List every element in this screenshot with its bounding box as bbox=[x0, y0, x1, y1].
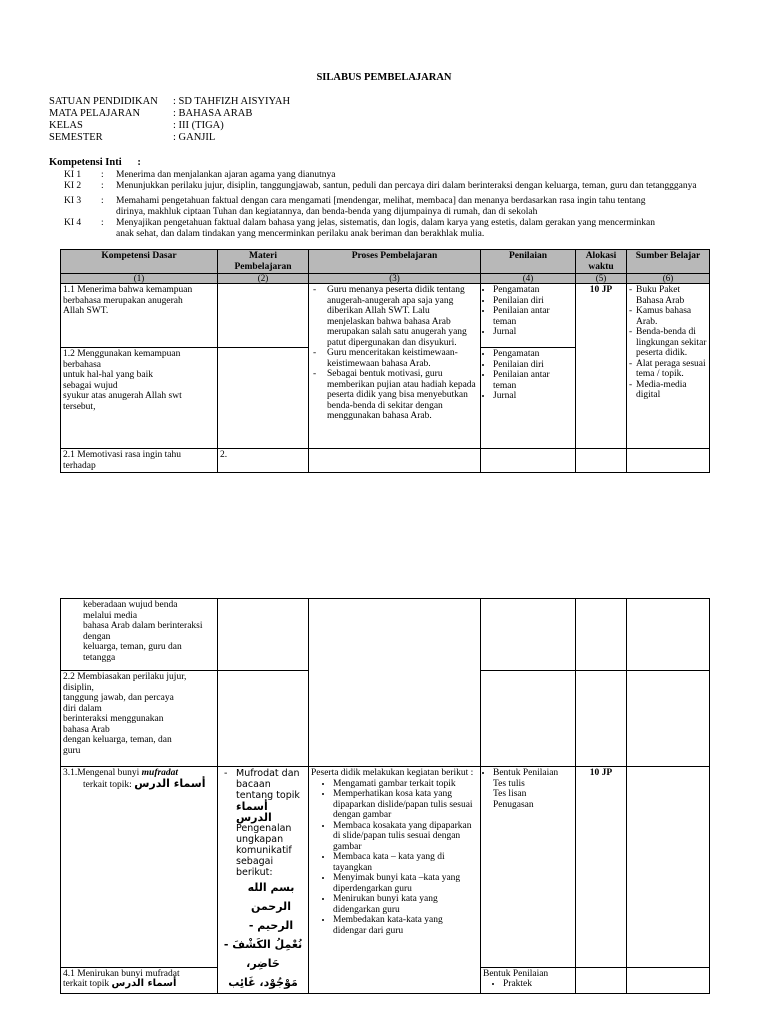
kd-4-1 bbox=[61, 967, 218, 993]
alokasi-cell: 10 JP bbox=[576, 284, 627, 449]
penilaian-cell bbox=[481, 671, 576, 767]
info-row bbox=[49, 120, 290, 132]
penilaian-list bbox=[483, 768, 573, 779]
sumber-item: - Kamus bahasa Arab. bbox=[629, 306, 692, 327]
ki-colon: : bbox=[101, 218, 104, 228]
proses-item: - Guru menanya peserta didik tentang anugerah-anugerah apa saja yang diberikan Allah SWT. Lalu menjelaskan bahwa bahasa Arab merupakan salah satu anugerah yang patut dipergunakan dan disyukuri. bbox=[313, 285, 467, 348]
list-item: • Penilaian diri bbox=[493, 360, 573, 371]
table-row bbox=[61, 284, 710, 348]
sumber-item: - Alat peraga sesuai tema / topik. bbox=[629, 358, 706, 379]
ki-heading: Kompetensi Inti : bbox=[49, 157, 141, 168]
list-item: • Bentuk Penilaian bbox=[493, 768, 573, 779]
kd-4-1-text: 4.1 Menirukan bunyi mufradat terkait topik bbox=[63, 968, 180, 990]
penilaian-3-1 bbox=[481, 767, 576, 968]
dash-marker: - bbox=[224, 768, 228, 779]
list-item: • Penilaian antar teman bbox=[493, 370, 573, 391]
alokasi-cell bbox=[576, 967, 627, 993]
materi-line: Pengenalan ungkapan komunikatif sebagai berikut: bbox=[236, 823, 292, 878]
info-value: : BAHASA ARAB bbox=[173, 108, 253, 119]
kd-3-1 bbox=[61, 767, 218, 968]
proses-item: - Guru menceritakan keistimewaan-keistimewaan bahasa Arab. bbox=[313, 348, 458, 369]
info-value: : SD TAHFIZH AISYIYAH bbox=[173, 96, 291, 107]
proses-item: - Sebagai bentuk motivasi, guru memberikan pujian atau hadiah kepada peserta didik yang bisa menyebutkan benda-benda di sekitar dengan menggunakan bahasa Arab. bbox=[313, 369, 476, 421]
list-item: • Jurnal bbox=[493, 327, 573, 338]
ki-code: KI 2 bbox=[64, 181, 82, 191]
column-number: (2) bbox=[218, 274, 309, 284]
penilaian-list bbox=[483, 349, 573, 402]
header-alokasi: Alokasi waktu bbox=[576, 250, 627, 274]
list-item: • Penilaian diri bbox=[493, 296, 573, 307]
kd-3-1-label: 3.1.Mengenal bunyi bbox=[63, 768, 142, 778]
kd-2-2: 2.2 Membiasakan perilaku jujur, disiplin, tanggung jawab, dan percaya diri dalam berinteraksi menggunakan bahasa Arab dengan keluarga, teman, dan guru bbox=[61, 671, 218, 767]
document-title: SILABUS PEMBELAJARAN bbox=[316, 72, 452, 83]
column-number: (3) bbox=[309, 274, 481, 284]
kd-1-2: 1.2 Menggunakan kemampuan berbahasa untuk hal-hal yang baik sebagai wujud syukur atas anugerah Allah swt tersebut, bbox=[61, 348, 218, 449]
proses-cell bbox=[309, 599, 481, 767]
proses-intro: Peserta didik melakukan kegiatan berikut : bbox=[311, 768, 474, 778]
header-penilaian: Penilaian bbox=[481, 250, 576, 274]
sumber-cell bbox=[627, 967, 710, 993]
materi-arabic: أسماء الدرس bbox=[236, 800, 272, 824]
ki-code: KI 3 bbox=[64, 196, 82, 206]
info-row bbox=[49, 132, 290, 144]
list-item: • Pengamatan bbox=[493, 349, 573, 360]
syllabus-table-2 bbox=[60, 598, 710, 994]
kd-3-1-arabic: أسماء الدرس bbox=[134, 776, 206, 790]
sumber-item: - Benda-benda di lingkungan sekitar peserta didik. bbox=[629, 327, 707, 358]
materi-line: Mufrodat dan bacaan tentang topik bbox=[236, 768, 300, 801]
header-proses: Proses Pembelajaran bbox=[309, 250, 481, 274]
materi-cell bbox=[218, 671, 309, 767]
list-item: • Penilaian antar teman bbox=[493, 306, 573, 327]
sumber-item: - Media-media digital bbox=[629, 379, 687, 400]
materi-cell bbox=[218, 599, 309, 671]
kd-2-1: 2.1 Memotivasi rasa ingin tahu terhadap bbox=[61, 449, 218, 473]
table-row bbox=[61, 449, 710, 473]
table-header-row bbox=[61, 250, 710, 274]
materi-arabic: نُعْمِلُ الكَشْفَ - حَاضِر، bbox=[223, 938, 303, 970]
materi-arabic: بسم الله الرحمن الرحيم - bbox=[247, 881, 295, 932]
ki-colon: : bbox=[101, 170, 104, 180]
ki-text: Menerima dan menjalankan ajaran agama yang dianutnya bbox=[116, 170, 336, 180]
sumber-cell bbox=[627, 599, 710, 671]
identity-block bbox=[49, 96, 290, 144]
info-key: KELAS bbox=[49, 120, 83, 131]
kd-1-1: 1.1 Menerima bahwa kemampuan berbahasa merupakan anugerah Allah SWT. bbox=[61, 284, 218, 348]
ki-text: Menyajikan pengetahuan faktual dalam bahasa yang jelas, sistematis, dan logis, dalam karya yang estetis, dalam gerakan yang mencerminkan anak sehat, dan dalam tindakan yang mencerminkan perilaku anak beriman dan berakhlak mulia. bbox=[116, 218, 655, 239]
info-key: SATUAN PENDIDIKAN bbox=[49, 96, 158, 107]
kd-3-1-topic: terkait topik: bbox=[83, 779, 132, 790]
info-key: MATA PELAJARAN bbox=[49, 108, 141, 119]
syllabus-table-1 bbox=[60, 249, 710, 473]
column-number: (1) bbox=[61, 274, 218, 284]
header-materi: Materi Pembelajaran bbox=[218, 250, 309, 274]
sumber-item: - Buku Paket Bahasa Arab bbox=[629, 285, 685, 306]
list-item: • Menirukan bunyi kata yang didengarkan guru bbox=[333, 894, 478, 915]
ki-colon: : bbox=[101, 181, 104, 191]
column-number: (5) bbox=[576, 274, 627, 284]
table-row bbox=[61, 767, 710, 968]
list-item: • Praktek bbox=[503, 979, 573, 990]
list-item: • Membaca kosakata yang dipaparkan di slide/papan tulis sesuai dengan gambar bbox=[333, 821, 478, 853]
sumber-cell bbox=[627, 449, 710, 473]
sumber-cell bbox=[627, 767, 710, 968]
materi-cell: 2. bbox=[218, 449, 309, 473]
list-item: • Pengamatan bbox=[493, 285, 573, 296]
penilaian-cell bbox=[481, 284, 576, 348]
proses-3-1 bbox=[309, 767, 481, 994]
materi-cell bbox=[218, 284, 309, 348]
penilaian-cell bbox=[481, 449, 576, 473]
ki-colon: : bbox=[101, 196, 104, 206]
proses-list bbox=[311, 779, 478, 937]
materi-3-1 bbox=[218, 767, 309, 994]
penilaian-item: Tes lisan bbox=[493, 789, 527, 799]
ki-code: KI 1 bbox=[64, 170, 82, 180]
column-number: (4) bbox=[481, 274, 576, 284]
info-row bbox=[49, 96, 290, 108]
ki-text: Memahami pengetahuan faktual dengan cara mengamati [mendengar, melihat, membaca] dan menanya berdasarkan rasa ingin tahu tentang dirinya, makhluk ciptaan Tuhan dan kegiatannya, dan benda-benda yang dijumpainya di rumah, dan di sekolah bbox=[116, 196, 646, 217]
penilaian-list bbox=[483, 285, 573, 338]
list-item: • Menyimak bunyi kata –kata yang diperdengarkan guru bbox=[333, 873, 478, 894]
list-item: • Mengamati gambar terkait topik bbox=[333, 779, 478, 790]
proses-cell bbox=[309, 449, 481, 473]
alokasi-cell bbox=[576, 671, 627, 767]
kd-3-1-term: mufradat bbox=[141, 768, 179, 778]
list-item: • Membaca kata – kata yang di tayangkan bbox=[333, 852, 478, 873]
penilaian-4-1 bbox=[481, 967, 576, 993]
info-value: : III (TIGA) bbox=[173, 120, 224, 131]
info-key: SEMESTER bbox=[49, 132, 103, 143]
list-item: • Membedakan kata-kata yang didengar dari guru bbox=[333, 915, 478, 936]
header-sumber: Sumber Belajar bbox=[627, 250, 710, 274]
info-row bbox=[49, 108, 290, 120]
table-number-row bbox=[61, 274, 710, 284]
alokasi-cell: 10 JP bbox=[576, 767, 627, 968]
penilaian-item: Tes tulis bbox=[493, 778, 525, 789]
kd-4-1-arabic: أسماء الدرس bbox=[111, 978, 177, 990]
materi-arabic: مَوْجُوْد، غَائِب bbox=[228, 976, 298, 989]
penilaian-cell bbox=[481, 599, 576, 671]
alokasi-cell bbox=[576, 599, 627, 671]
sumber-cell bbox=[627, 671, 710, 767]
penilaian-head: Bentuk Penilaian bbox=[483, 968, 549, 979]
sumber-cell bbox=[627, 284, 710, 449]
ki-code: KI 4 bbox=[64, 218, 82, 228]
list-item: • Jurnal bbox=[493, 391, 573, 402]
info-value: : GANJIL bbox=[173, 132, 216, 143]
materi-cell bbox=[218, 348, 309, 449]
column-number: (6) bbox=[627, 274, 710, 284]
penilaian-item: Penugasan bbox=[493, 799, 534, 810]
table-row bbox=[61, 599, 710, 671]
penilaian-cell bbox=[481, 348, 576, 449]
list-item: • Memperhatikan kosa kata yang dipaparkan dislide/papan tulis sesuai dengan gambar bbox=[333, 789, 478, 821]
penilaian-list bbox=[483, 979, 573, 990]
kd-2-1-continued: keberadaan wujud benda melalui media bahasa Arab dalam berinteraksi dengan keluarga, teman, guru dan tetangga bbox=[61, 599, 218, 671]
alokasi-cell bbox=[576, 449, 627, 473]
proses-cell bbox=[309, 284, 481, 449]
header-kompetensi-dasar: Kompetensi Dasar bbox=[61, 250, 218, 274]
ki-text: Menunjukkan perilaku jujur, disiplin, tanggungjawab, santun, peduli dan percaya diri dalam berinteraksi dengan keluarga, teman, guru dan tetanggganya bbox=[116, 181, 697, 191]
